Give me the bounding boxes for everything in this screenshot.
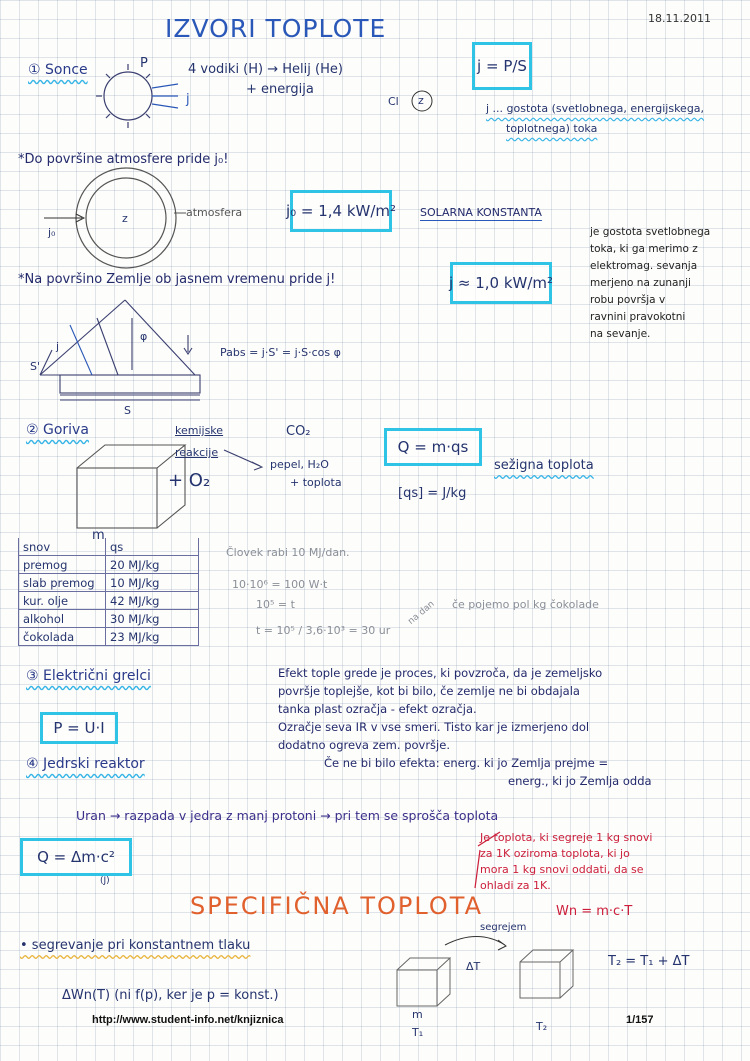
- atmosphere-j0: j₀: [48, 226, 56, 239]
- side-note-line: merjeno na zunanji: [590, 277, 691, 289]
- specific-note-line: za 1K oziroma toplota, ki jo: [480, 847, 630, 860]
- page-date: 18.11.2011: [648, 12, 711, 25]
- table-cell: 23 MJ/kg: [106, 628, 199, 646]
- table-row: [19, 628, 199, 646]
- table-row: [19, 592, 199, 610]
- section-nuclear-label: ④ Jedrski reaktor: [26, 756, 145, 772]
- table-cell: 20 MJ/kg: [106, 556, 199, 574]
- fuel-table: [18, 538, 199, 646]
- greenhouse-line: površje toplejše, kot bi bilo, če zemlje ne bi obdajala: [278, 684, 580, 698]
- side-note-line: ravnini pravokotni: [590, 311, 686, 323]
- atmosphere-label: atmosfera: [186, 206, 243, 219]
- sun-p-label: P: [140, 56, 148, 71]
- electric-formula-box: P = U·I: [40, 712, 118, 744]
- fuel-calc-3: 10⁵ = t: [256, 598, 295, 611]
- surface-j: j: [56, 340, 60, 353]
- table-cell: alkohol: [19, 610, 106, 628]
- nuclear-small-note: (J): [100, 876, 110, 886]
- section-fuel-label: ② Goriva: [26, 422, 89, 438]
- solar-constant-formula-box: j₀ = 1,4 kW/m²: [290, 190, 392, 232]
- fuel-calc-1: Človek rabi 10 MJ/dan.: [226, 546, 350, 559]
- side-note-line: na sevanje.: [590, 328, 651, 340]
- surface-pabs-formula: Pabs = j·S' = j·S·cos φ: [220, 346, 341, 359]
- earth-drawing: [44, 168, 186, 268]
- table-cell: slab premog: [19, 574, 106, 592]
- specific-heat-title: SPECIFIČNA TOPLOTA: [190, 892, 483, 920]
- fuel-kemijske: kemijske: [175, 424, 224, 437]
- table-cell: 10 MJ/kg: [106, 574, 199, 592]
- section-sun-label: ① Sonce: [28, 62, 88, 78]
- fuel-plus-o2: + O₂: [168, 470, 211, 491]
- heating-cubes: [397, 937, 573, 1007]
- specific-heat-note: [480, 830, 740, 894]
- fuel-m: m: [92, 528, 105, 543]
- sun-formula-box: j = P/S: [472, 42, 532, 90]
- nuclear-formula-box: Q = Δm·c²: [20, 838, 132, 876]
- specific-wn-formula: Wn = m·c·T: [556, 904, 633, 919]
- side-note-line: elektromag. sevanja: [590, 260, 698, 272]
- solar-constant-side-note: [590, 224, 750, 343]
- table-cell: premog: [19, 556, 106, 574]
- surface-phi: φ: [140, 330, 148, 343]
- table-row: [19, 556, 199, 574]
- surface-s-prime: S': [30, 360, 41, 373]
- section-electric-label: ③ Električni grelci: [26, 668, 151, 684]
- side-note-line: robu površja v: [590, 294, 666, 306]
- inclined-surface-drawing: [40, 300, 200, 400]
- sun-reaction-1: 4 vodiki (H) → Helij (He): [188, 62, 343, 77]
- sun-cl: Cl: [388, 95, 399, 108]
- sun-drawing: [96, 64, 178, 128]
- fuel-calc-2: 10·10⁶ = 100 W·t: [232, 578, 328, 591]
- cube-t2-label: T₂: [536, 1020, 548, 1033]
- side-note-line: je gostota svetlobnega: [590, 226, 711, 238]
- fuel-calc-4: t = 10⁵ / 3,6·10³ = 30 ur: [256, 624, 391, 637]
- t2-formula: T₂ = T₁ + ΔT: [608, 954, 690, 969]
- greenhouse-text: [278, 664, 748, 790]
- fuel-co2: CO₂: [286, 424, 311, 439]
- sun-reaction-2: + energija: [246, 82, 314, 97]
- specific-note-line: ohladi za 1K.: [480, 879, 551, 892]
- fuel-formula-box: Q = m·qs: [384, 428, 482, 466]
- specific-note-line: Je toplota, ki segreje 1 kg snovi: [480, 831, 653, 844]
- table-cell: kur. olje: [19, 592, 106, 610]
- cube-m-label: m: [412, 1008, 423, 1021]
- segrejem-label: segrejem: [480, 922, 527, 933]
- solar-constant-label: SOLARNA KONSTANTA: [420, 206, 542, 219]
- fuel-products-1: pepel, H₂O: [270, 458, 329, 471]
- table-cell: 42 MJ/kg: [106, 592, 199, 610]
- fuel-table-header-cell: qs: [106, 538, 199, 556]
- sun-z: z: [418, 94, 424, 107]
- atmosphere-note: *Do površine atmosfere pride j₀!: [18, 152, 229, 167]
- fuel-calc-5: če pojemo pol kg čokolade: [452, 598, 599, 611]
- sun-definition-2: toplotnega) toka: [506, 122, 598, 135]
- fuel-calc-side: na dan: [406, 599, 437, 627]
- fuel-products-2: + toplota: [290, 476, 342, 489]
- greenhouse-line: Efekt tople grede je proces, ki povzroča, da je zemeljsko: [278, 666, 603, 680]
- uranium-text: Uran → razpada v jedra z manj protoni → pri tem se sprošča toplota: [76, 808, 499, 823]
- footer-page-number: 1/157: [626, 1014, 654, 1026]
- table-cell: čokolada: [19, 628, 106, 646]
- table-row: [19, 574, 199, 592]
- page-title: IZVORI TOPLOTE: [165, 14, 387, 43]
- footer-url[interactable]: http://www.student-info.net/knjiznica: [92, 1014, 284, 1026]
- fuel-unit: [qs] = J/kg: [398, 486, 467, 501]
- surface-s: S: [124, 404, 131, 417]
- greenhouse-line: dodatno ogreva zem. površje.: [278, 738, 450, 752]
- table-cell: 30 MJ/kg: [106, 610, 199, 628]
- fuel-table-header-cell: snov: [19, 538, 106, 556]
- surface-formula-box: j ≈ 1,0 kW/m²: [450, 262, 552, 304]
- greenhouse-line: energ., ki jo Zemlja odda: [508, 774, 652, 788]
- combustion-heat-label: sežigna toplota: [494, 458, 594, 473]
- cube-t1-label: T₁: [412, 1026, 424, 1039]
- greenhouse-line: Ozračje seva IR v vse smeri. Tisto kar je izmerjeno dol: [278, 720, 590, 734]
- dw-formula: ΔWn(T) (ni f(p), ker je p = konst.): [62, 988, 279, 1003]
- atmosphere-z: z: [122, 212, 128, 225]
- greenhouse-line: Če ne bi bilo efekta: energ. ki jo Zemlja prejme =: [324, 756, 609, 770]
- fuel-reakcije: reakcije: [175, 446, 219, 459]
- delta-t-label: ΔT: [466, 960, 481, 973]
- specific-note-line: mora 1 kg snovi oddati, da se: [480, 863, 644, 876]
- side-note-line: toka, ki ga merimo z: [590, 243, 698, 255]
- constant-pressure-bullet: • segrevanje pri konstantnem tlaku: [20, 938, 251, 953]
- sun-j-label: j: [186, 92, 190, 107]
- sun-definition-1: j ... gostota (svetlobnega, energijskega,: [486, 102, 705, 115]
- surface-note: *Na površino Zemlje ob jasnem vremenu pride j!: [18, 272, 336, 287]
- fuel-table-header: [19, 538, 199, 556]
- greenhouse-line: tanka plast ozračja - efekt ozračja.: [278, 702, 477, 716]
- table-row: [19, 610, 199, 628]
